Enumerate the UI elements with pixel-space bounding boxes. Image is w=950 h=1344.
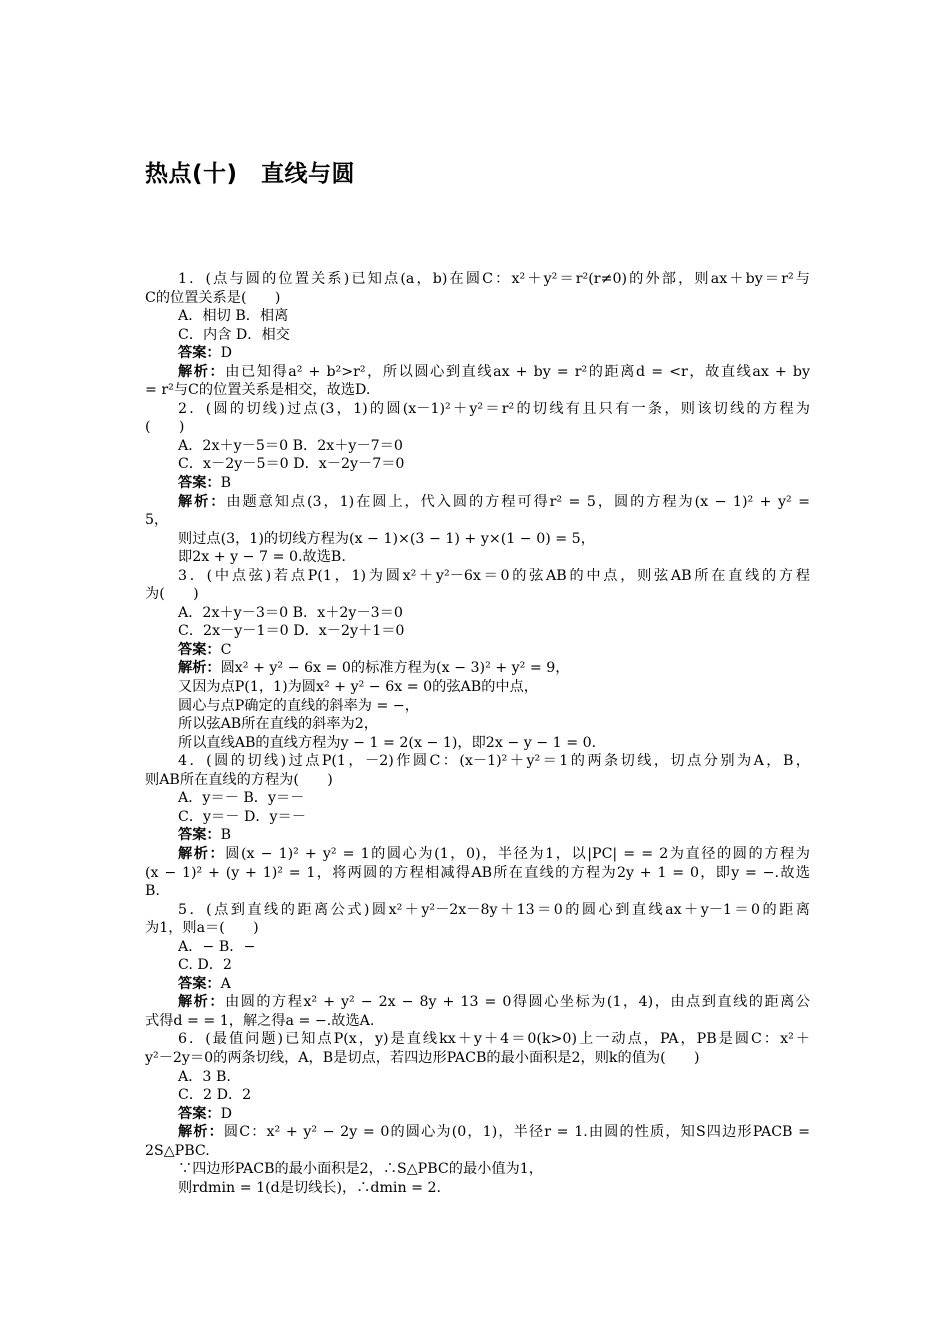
line-text: C．x－2y－5＝0 D．x－2y－7＝0 [178,456,405,473]
line-label: 答案： [178,641,221,658]
text-line [145,789,810,808]
text-line [145,1105,810,1124]
text-line [145,326,810,345]
line-text: 则AB所在直线的方程为( ) [145,771,333,788]
line-text: 圆C：x² + y² − 2y = 0的圆心为(0，1)，半径r = 1.由圆的性质，知S四边形PACB = [223,1124,810,1141]
text-line [145,938,810,957]
text-line [145,1123,810,1142]
line-text: 则rdmin = 1(d是切线长)，∴dmin = 2. [178,1179,442,1196]
text-line [145,919,810,938]
line-text: C．2 D．2 [178,1087,252,1104]
text-line [145,845,810,864]
line-text: ( ) [145,419,185,436]
text-line [145,752,810,771]
text-line [145,1160,810,1179]
text-line [145,901,810,920]
text-line [145,975,810,994]
line-text: 圆(x − 1)² + y² = 1的圆心为(1，0)，半径为1，以|PC| = = 2为直径的圆的方程为 [225,845,810,862]
text-line [145,585,810,604]
line-text: A．2x＋y－3＝0 B．x＋2y－3＝0 [178,604,403,621]
line-text: (x − 1)² + (y + 1)² = 1，将两圆的方程相减得AB所在直线的方程为2y + 1 = 0，即y = −.故选 [145,864,810,881]
text-line [145,715,810,734]
line-text: B. [145,883,160,900]
line-text: 由题意知点(3，1)在圆上，代入圆的方程可得r² = 5，圆的方程为(x − 1)² + y² = [226,493,810,510]
text-line [145,474,810,493]
text-line [145,1049,810,1068]
line-label: 解析： [178,845,226,862]
line-text: 圆心与点P确定的直线的斜率为 = −， [178,697,419,714]
text-line [145,511,810,530]
line-text: 所以弦AB所在直线的斜率为2， [178,716,378,733]
text-line [145,956,810,975]
text-line [145,437,810,456]
page-title: 热点(十) 直线与圆 [145,161,356,187]
line-text: D [220,1105,232,1122]
line-label: 解析： [178,493,227,510]
line-text: D [220,345,232,362]
line-text: 又因为点P(1，1)为圆x² + y² − 6x = 0的弦AB的中点， [178,679,538,696]
line-text: 由已知得a² + b²>r²，所以圆心到直线ax + by = r²的距离d = <r，故直线ax + by [225,363,810,380]
text-line [145,641,810,660]
text-line [145,864,810,883]
line-text: A．2x＋y－5＝0 B．2x＋y－7＝0 [178,437,403,454]
text-line [145,1012,810,1031]
line-text: A [220,975,231,992]
line-text: 为( ) [145,586,199,603]
text-line [145,1086,810,1105]
text-line [145,659,810,678]
line-text: 为1，则a＝( ) [145,920,259,937]
text-line [145,548,810,567]
line-text: 由圆的方程x² + y² − 2x − 8y + 13 = 0得圆心坐标为(1，4)，由点到直线的距离公 [225,994,810,1011]
line-text: A．3 B. [178,1068,231,1085]
line-label: 答案： [178,975,221,992]
text-line [145,1142,810,1161]
line-text: C的位置关系是( ) [145,289,281,306]
text-line [145,882,810,901]
line-label: 解析： [178,660,221,677]
text-line [145,1179,810,1198]
line-text: 圆x² + y² − 6x = 0的标准方程为(x − 3)² + y² = 9， [220,660,570,677]
text-line [145,808,810,827]
line-label: 解析： [178,363,226,380]
line-label: 答案： [178,475,221,492]
line-label: 答案： [178,345,221,362]
text-line [145,289,810,308]
line-text: A．相切 B．相离 [178,308,289,325]
problem-list [145,270,810,1197]
line-text: 则过点(3，1)的切线方程为(x − 1)×(3 − 1) + y×(1 − 0) = 5， [178,530,595,547]
text-line [145,455,810,474]
text-line [145,418,810,437]
text-line [145,826,810,845]
line-text: = r²与C的位置关系是相交，故选D. [145,382,371,399]
line-label: 解析： [178,994,226,1011]
line-text: 4．(圆的切线)过点P(1，－2)作圆C：(x－1)²＋y²＝1的两条切线，切点分别为A，B， [178,753,810,770]
line-text: 2S△PBC. [145,1142,210,1159]
line-text: A．y＝－ B．y＝－ [178,790,305,807]
line-text: B [220,475,232,492]
text-line [145,567,810,586]
text-line [145,622,810,641]
text-line [145,344,810,363]
text-line [145,307,810,326]
line-text: 即2x + y − 7 = 0.故选B. [178,549,346,566]
line-text: C．内含 D．相交 [178,326,290,343]
text-line [145,734,810,753]
text-line [145,1068,810,1087]
line-text: 6．(最值问题)已知点P(x，y)是直线kx＋y＋4＝0(k>0)上一动点，PA，PB是圆C：x²＋ [178,1031,810,1048]
line-text: C．y＝－ D．y＝－ [178,808,306,825]
line-text: 所以直线AB的直线方程为y − 1 = 2(x − 1)，即2x − y − 1 = 0. [178,734,597,751]
text-line [145,363,810,382]
line-label: 答案： [178,1105,221,1122]
text-line [145,678,810,697]
text-line [145,381,810,400]
line-text: 5， [145,512,169,529]
line-text: C．2x－y－1＝0 D．x－2y＋1＝0 [178,623,405,640]
text-line [145,771,810,790]
line-text: 3．(中点弦)若点P(1，1)为圆x²＋y²－6x＝0的弦AB的中点，则弦AB所在直线的方程 [178,567,810,584]
line-text: 1．(点与圆的位置关系)已知点(a，b)在圆C：x²＋y²＝r²(r≠0)的外部，则ax＋by＝r²与 [178,271,810,287]
text-line [145,604,810,623]
line-text: 2．(圆的切线)过点(3，1)的圆(x－1)²＋y²＝r²的切线有且只有一条，则该切线的方程为 [178,400,810,417]
line-label: 答案： [178,827,221,844]
line-text: ∵四边形PACB的最小面积是2，∴S△PBC的最小值为1， [178,1161,543,1178]
text-line [145,993,810,1012]
line-text: y²－2y＝0的两条切线，A，B是切点，若四边形PACB的最小面积是2，则k的值为( ) [145,1049,700,1066]
line-text: 5．(点到直线的距离公式)圆x²＋y²－2x－8y＋13＝0的圆心到直线ax＋y－1＝0的距离 [178,901,810,918]
text-line [145,493,810,512]
line-text: 式得d = = 1，解之得a = −.故选A. [145,1012,375,1029]
line-text: C [220,641,232,658]
line-text: A．− B．− [178,938,256,955]
line-text: B [220,827,232,844]
text-line [145,530,810,549]
text-line [145,270,810,289]
line-label: 解析： [178,1124,224,1141]
text-line [145,400,810,419]
text-line [145,697,810,716]
text-line [145,1030,810,1049]
line-text: C. D．2 [178,957,232,974]
